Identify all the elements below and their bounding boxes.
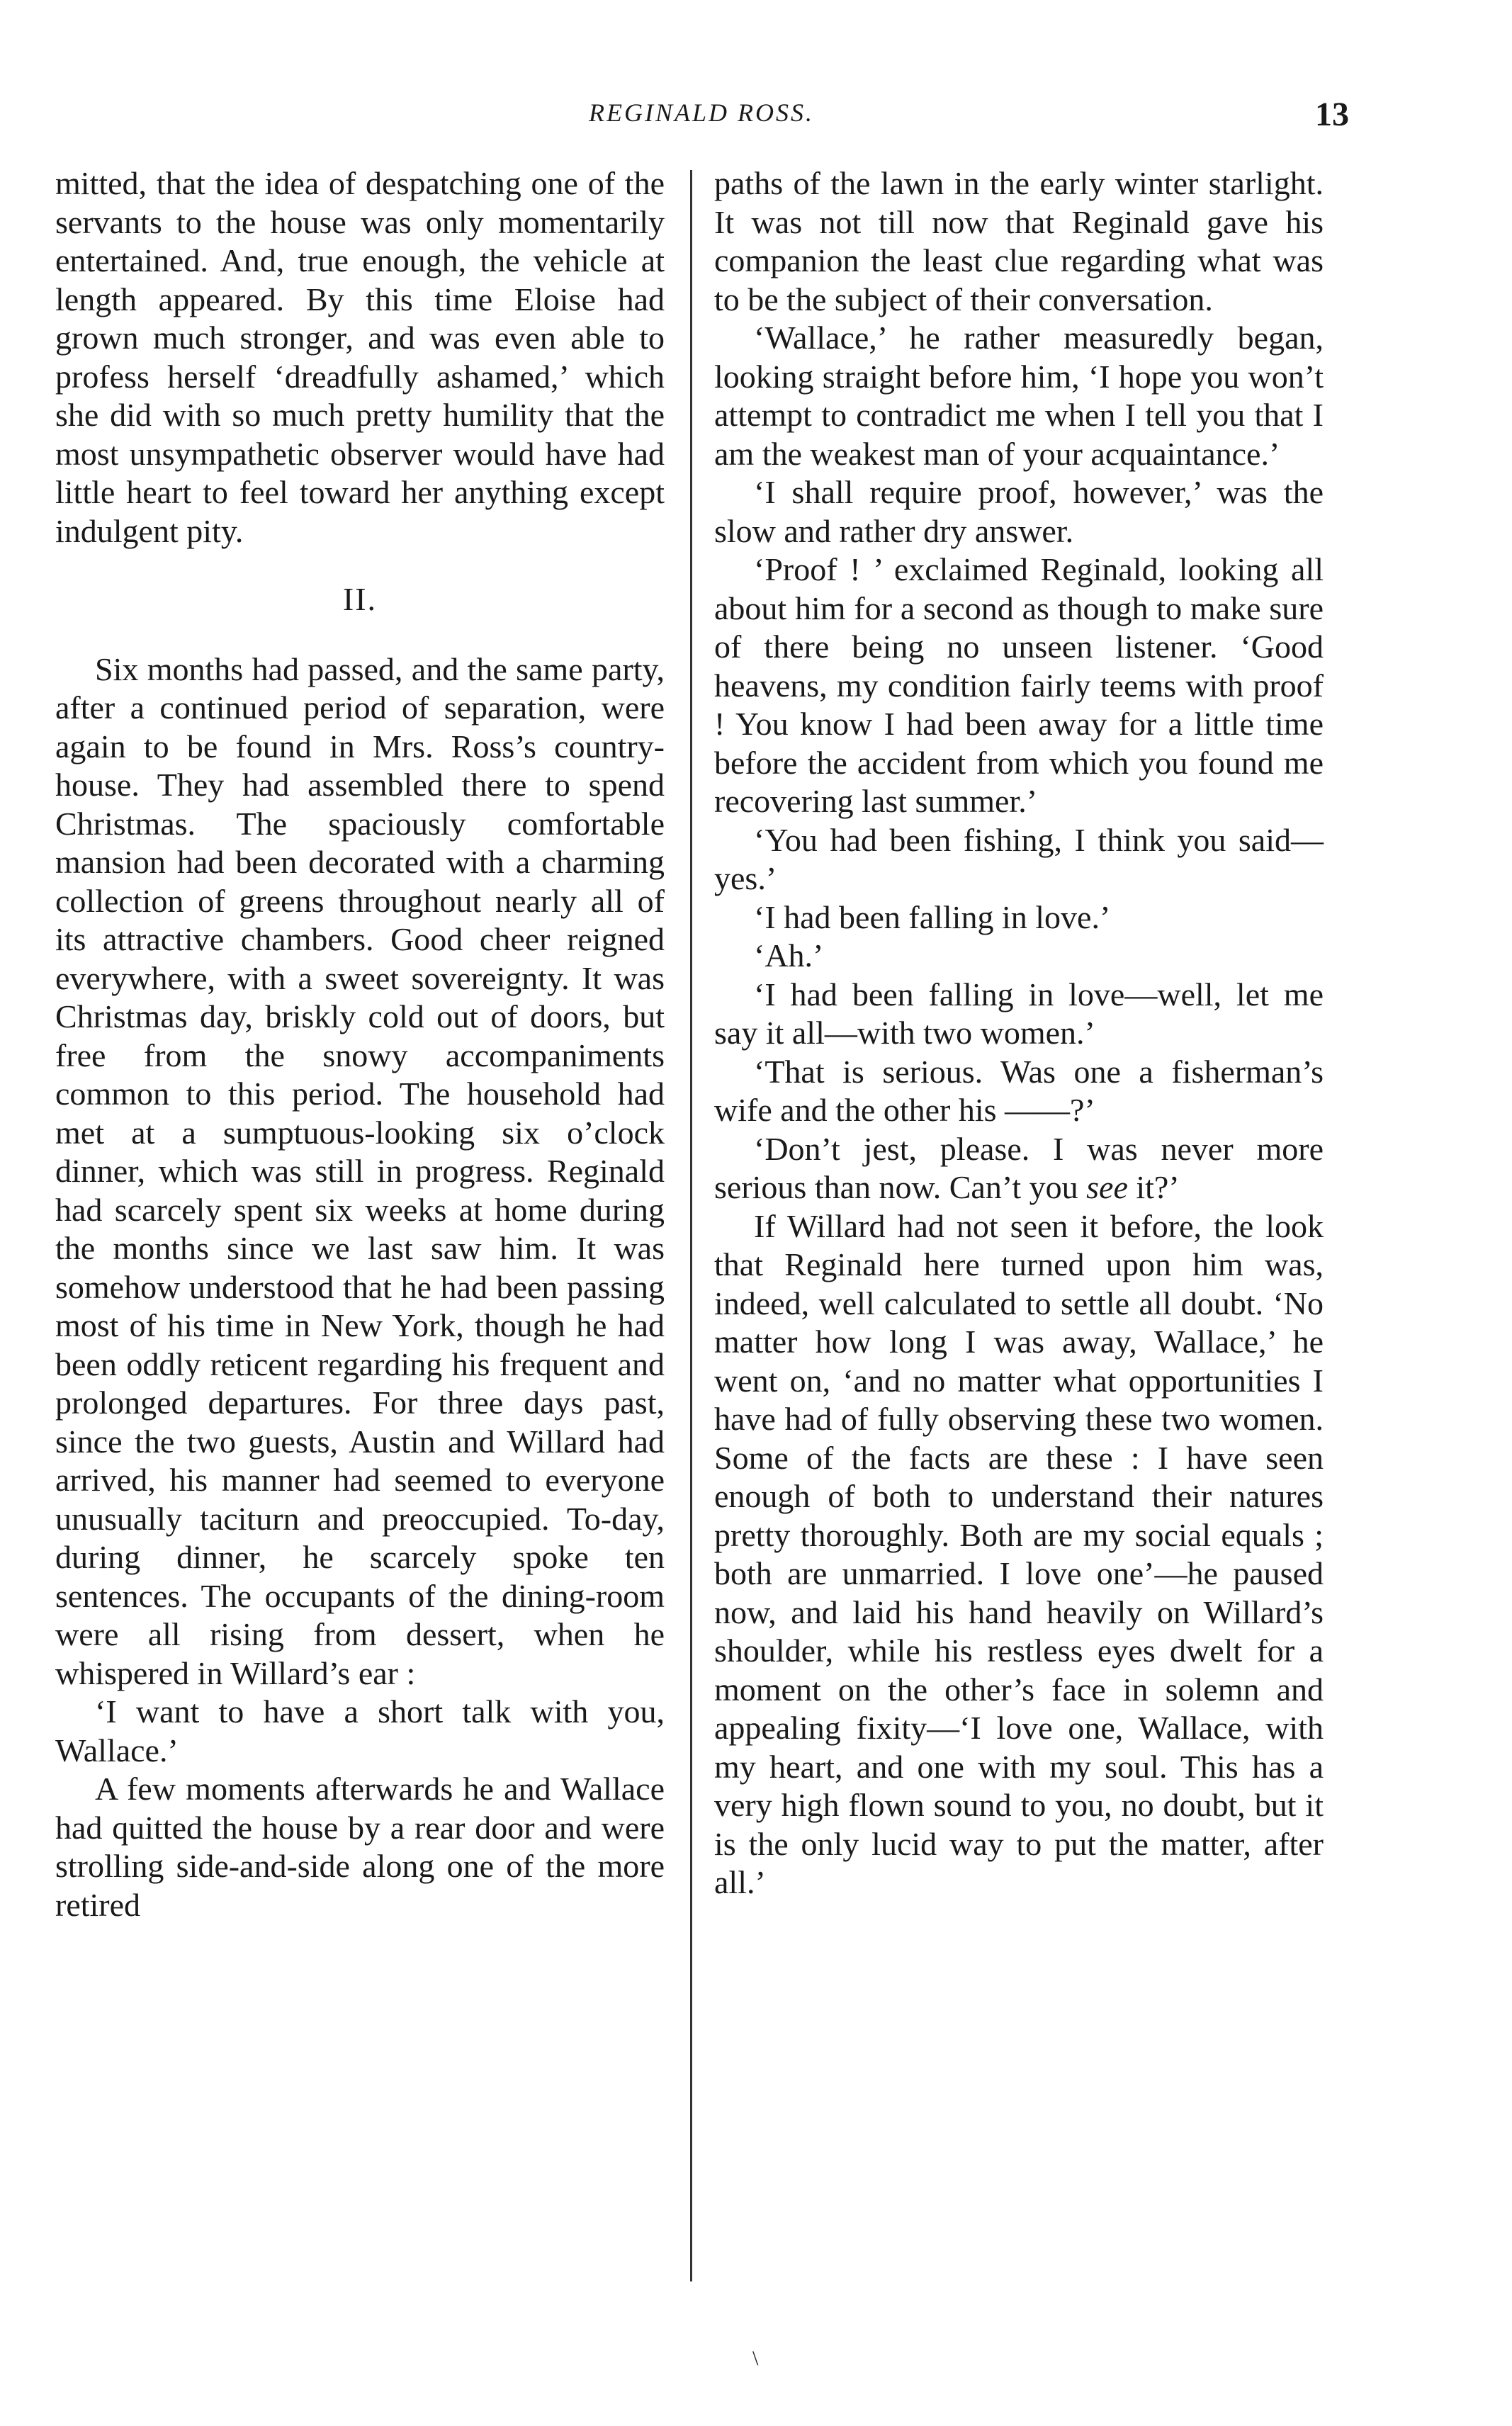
left-paragraph-1: mitted, that the idea of despatching one of the servants to the house was only momentarily entertained. And, true enough, the vehicle at length appeared. By this time Eloise had grown much stronger, and was even able to profess herself ‘dreadfully ashamed,’ which she did with so much pretty humility that the most unsympathetic observer would have had little heart to feel toward her anything except indulgent pity. [55, 165, 665, 549]
right-paragraph-9: ‘That is serious. Was one a fisherman’s wife and the other his ——?’ [714, 1053, 1324, 1128]
right-paragraph-11: If Willard had not seen it before, the look that Reginald here turned upon him was, indeed, well calculated to settle all doubt. ‘No matter how long I was away, Wallace,’ he went on, ‘and no matter what opportunities I have had of fully observing these two women. Some of the facts are these : I have seen enough of both to understand their natures pretty thoroughly. Both are my social equals ; both are unmarried. I love one’—he paused now, and laid his hand heavily on Willard’s shoulder, while his restless eyes dwelt for a moment on the other’s face in solemn and appealing fixity—‘I love one, Wallace, with my heart, and one with my soul. This has a very high flown sound to you, no doubt, but it is the only lucid way to put the matter, after all.’ [714, 1207, 1324, 1900]
right-paragraph-8: ‘I had been falling in love—well, let me say it all—with two women.’ [714, 976, 1324, 1051]
left-column [55, 164, 665, 1924]
right-paragraph-1: paths of the lawn in the early winter starlight. It was not till now that Reginald gave his companion the least clue regarding what was to be the subject of their conversation. [714, 165, 1324, 317]
left-paragraph-2: Six months had passed, and the same party, after a continued period of separation, were again to be found in Mrs. Ross’s country-house. They had assembled there to spend Christmas. The spaciously comfortable mansion had been decorated with a charming collection of greens throughout nearly all of its attractive chambers. Good cheer reigned everywhere, with a sweet sovereignty. It was Christmas day, briskly cold out of doors, but free from the snowy accompaniments common to this period. The household had met at a sumptuous-looking six o’clock dinner, which was still in progress. Reginald had scarcely spent six weeks at home during the months since we last saw him. It was somehow understood that he had been passing most of his time in New York, though he had been oddly reticent regarding his frequent and prolonged departures. For three days past, since the two guests, Austin and Willard had arrived, his manner had seemed to everyone unusually taciturn and preoccupied. To-day, during dinner, he scarcely spoke ten sentences. The occupants of the dining-room were all rising from dessert, when he whispered in Willard’s ear : [55, 650, 665, 1691]
footer-mark: \ [752, 2347, 759, 2370]
right-paragraph-7: ‘Ah.’ [754, 937, 824, 974]
right-paragraph-4: ‘Proof ! ’ exclaimed Reginald, looking all about him for a second as though to make sure of there being no unseen listener. ‘Good heavens, my condition fairly teems with proof ! You know I had been away for a little time before the accident from which you found me recovering last summer.’ [714, 551, 1324, 819]
running-title: REGINALD ROSS. [589, 98, 814, 127]
right-paragraph-5: ‘You had been fishing, I think you said—yes.’ [714, 821, 1324, 896]
left-paragraph-3: ‘I want to have a short talk with you, Wallace.’ [55, 1693, 665, 1768]
right-paragraph-10 [714, 1130, 1324, 1207]
column-divider [690, 170, 692, 2281]
p10-italic-see: see [1086, 1169, 1128, 1205]
p10-text-a: ‘Don’t jest, please. I was never more serious than now. Can’t you [714, 1130, 1324, 1205]
right-paragraph-6: ‘I had been falling in love.’ [754, 898, 1111, 935]
page-header [0, 98, 1512, 140]
p10-text-c: it?’ [1127, 1169, 1180, 1205]
section-heading: II. [342, 581, 378, 617]
right-column [714, 164, 1324, 1902]
right-paragraph-2: ‘Wallace,’ he rather measuredly began, looking straight before him, ‘I hope you won’t attempt to contradict me when I tell you that I am the weakest man of your acquaintance.’ [714, 320, 1324, 472]
left-paragraph-4: A few moments afterwards he and Wallace had quitted the house by a rear door and were strolling side-and-side along one of the more retired [55, 1771, 665, 1923]
page-number: 13 [1315, 96, 1349, 133]
right-paragraph-3: ‘I shall require proof, however,’ was the slow and rather dry answer. [714, 474, 1324, 549]
